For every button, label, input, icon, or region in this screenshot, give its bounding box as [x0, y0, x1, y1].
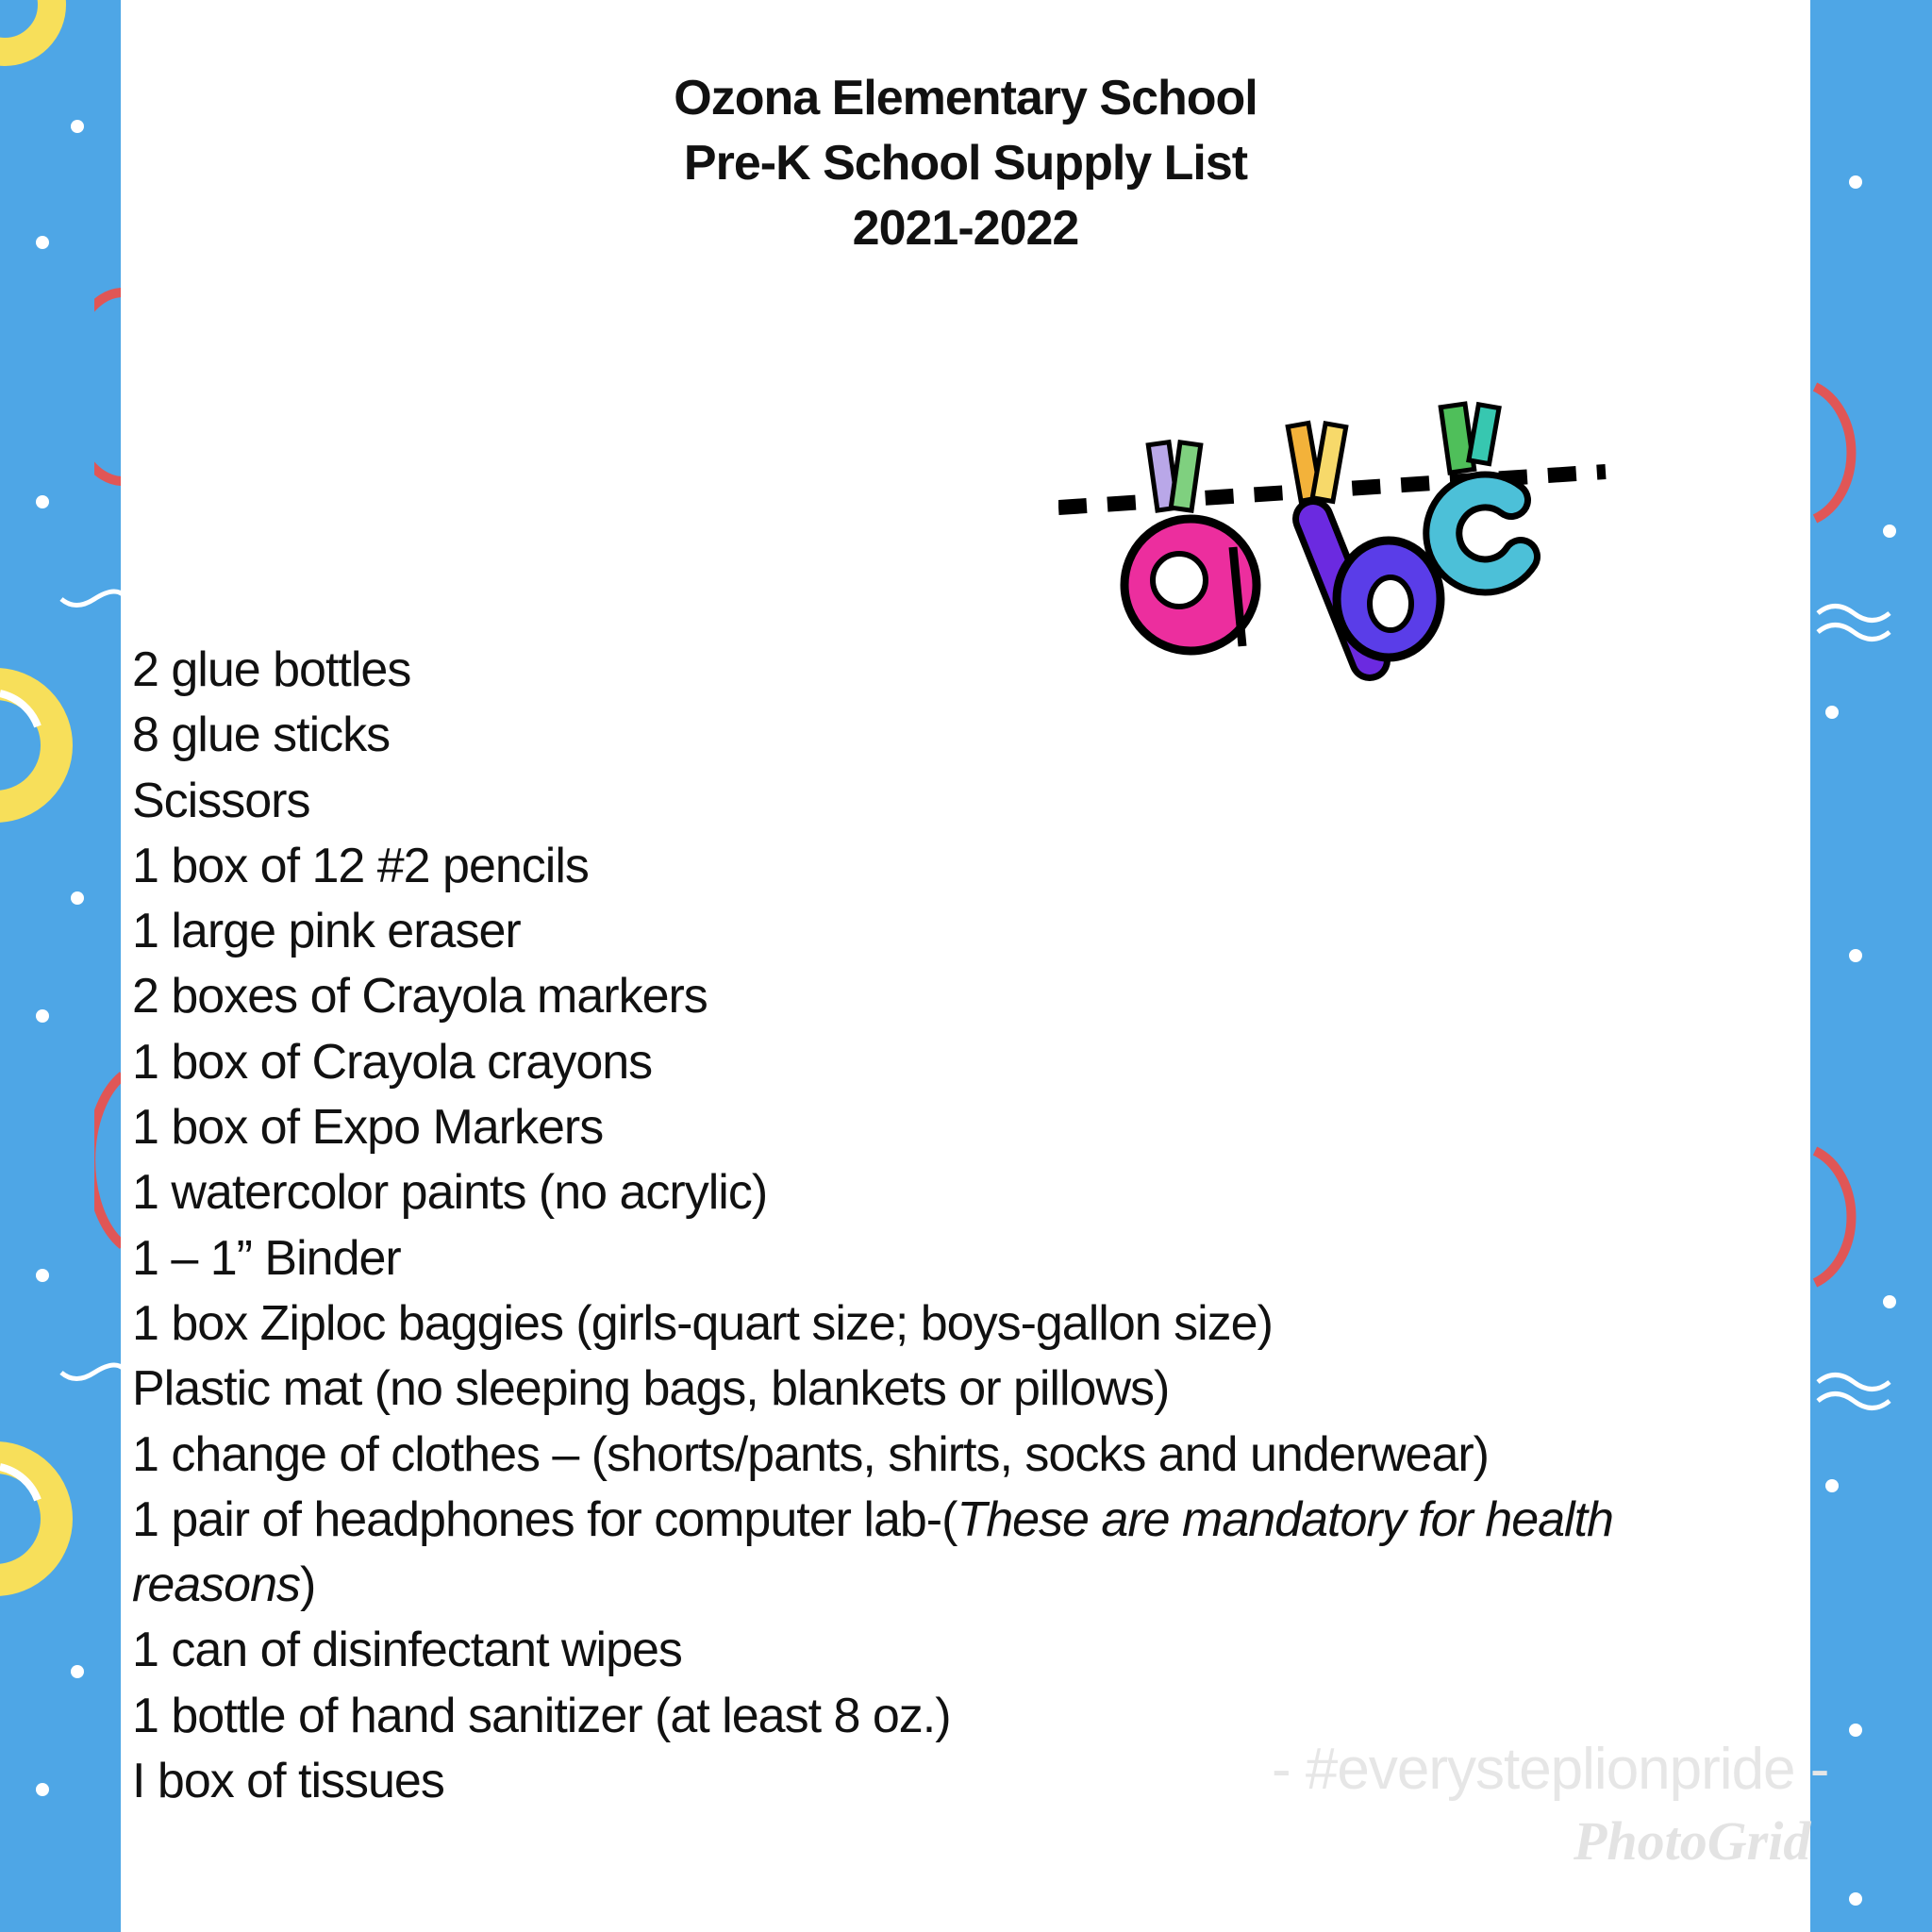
wave-icon — [57, 1358, 123, 1387]
bubble-dot — [36, 495, 49, 508]
bubble-dot — [1849, 949, 1862, 962]
swim-ring-icon — [0, 651, 94, 840]
list-item: 1 bottle of hand sanitizer (at least 8 oz.) — [132, 1688, 951, 1743]
list-title: Pre-K School Supply List — [683, 136, 1248, 191]
bubble-dot — [36, 236, 49, 249]
bubble-dot — [1825, 1479, 1839, 1492]
list-item-headphones — [132, 1488, 1802, 1619]
list-item: 8 glue sticks — [132, 708, 391, 763]
list-item: 1 – 1” Binder — [132, 1230, 401, 1286]
beach-ball-icon — [1810, 1141, 1867, 1292]
bubble-dot — [36, 1009, 49, 1023]
headphones-close: ) — [300, 1557, 316, 1613]
list-item: 2 glue bottles — [132, 642, 411, 697]
bubble-dot — [1849, 175, 1862, 189]
list-item: 1 box of Expo Markers — [132, 1100, 604, 1156]
headphones-note: These are mandatory for health reasons — [132, 1491, 1613, 1613]
bubble-dot — [1883, 1295, 1896, 1308]
bubble-dot — [71, 120, 84, 133]
supply-list — [132, 638, 1802, 1814]
headphones-text: 1 pair of headphones for computer lab-( — [132, 1491, 958, 1547]
page-header — [121, 66, 1810, 261]
bubble-dot — [1849, 1724, 1862, 1737]
list-item: 1 box of Crayola crayons — [132, 1034, 653, 1090]
list-item: Scissors — [132, 773, 310, 828]
bubble-dot — [71, 891, 84, 905]
bubble-dot — [1849, 1892, 1862, 1906]
list-item: 1 watercolor paints (no acrylic) — [132, 1165, 768, 1221]
wave-icon — [57, 585, 123, 613]
bubble-dot — [71, 1665, 84, 1678]
list-item: 1 box of 12 #2 pencils — [132, 838, 589, 893]
bubble-dot — [1825, 706, 1839, 719]
wave-icon — [1816, 1368, 1891, 1415]
wave-icon — [1816, 599, 1891, 646]
hashtag-watermark: - #everysteplionpride - — [1272, 1737, 1829, 1802]
swim-ring-icon — [0, 1424, 94, 1613]
school-name: Ozona Elementary School — [674, 71, 1257, 125]
list-item: 1 box Ziploc baggies (girls-quart size; boys-gallon size) — [132, 1295, 1273, 1351]
list-item: Plastic mat (no sleeping bags, blankets or pillows) — [132, 1361, 1170, 1417]
list-item: 1 can of disinfectant wipes — [132, 1623, 682, 1678]
swim-ring-icon — [0, 0, 66, 66]
supply-list-page — [121, 0, 1810, 1932]
list-item: 1 large pink eraser — [132, 904, 521, 959]
bubble-dot — [36, 1783, 49, 1796]
bubble-dot — [1883, 525, 1896, 538]
bubble-dot — [36, 1269, 49, 1282]
school-year: 2021-2022 — [852, 201, 1079, 256]
beach-ball-icon — [1810, 377, 1867, 528]
list-item: I box of tissues — [132, 1754, 444, 1809]
app-watermark: PhotoGrid — [1574, 1810, 1811, 1872]
list-item: 1 change of clothes – (shorts/pants, shirts, socks and underwear) — [132, 1426, 1489, 1482]
list-item: 2 boxes of Crayola markers — [132, 969, 708, 1024]
